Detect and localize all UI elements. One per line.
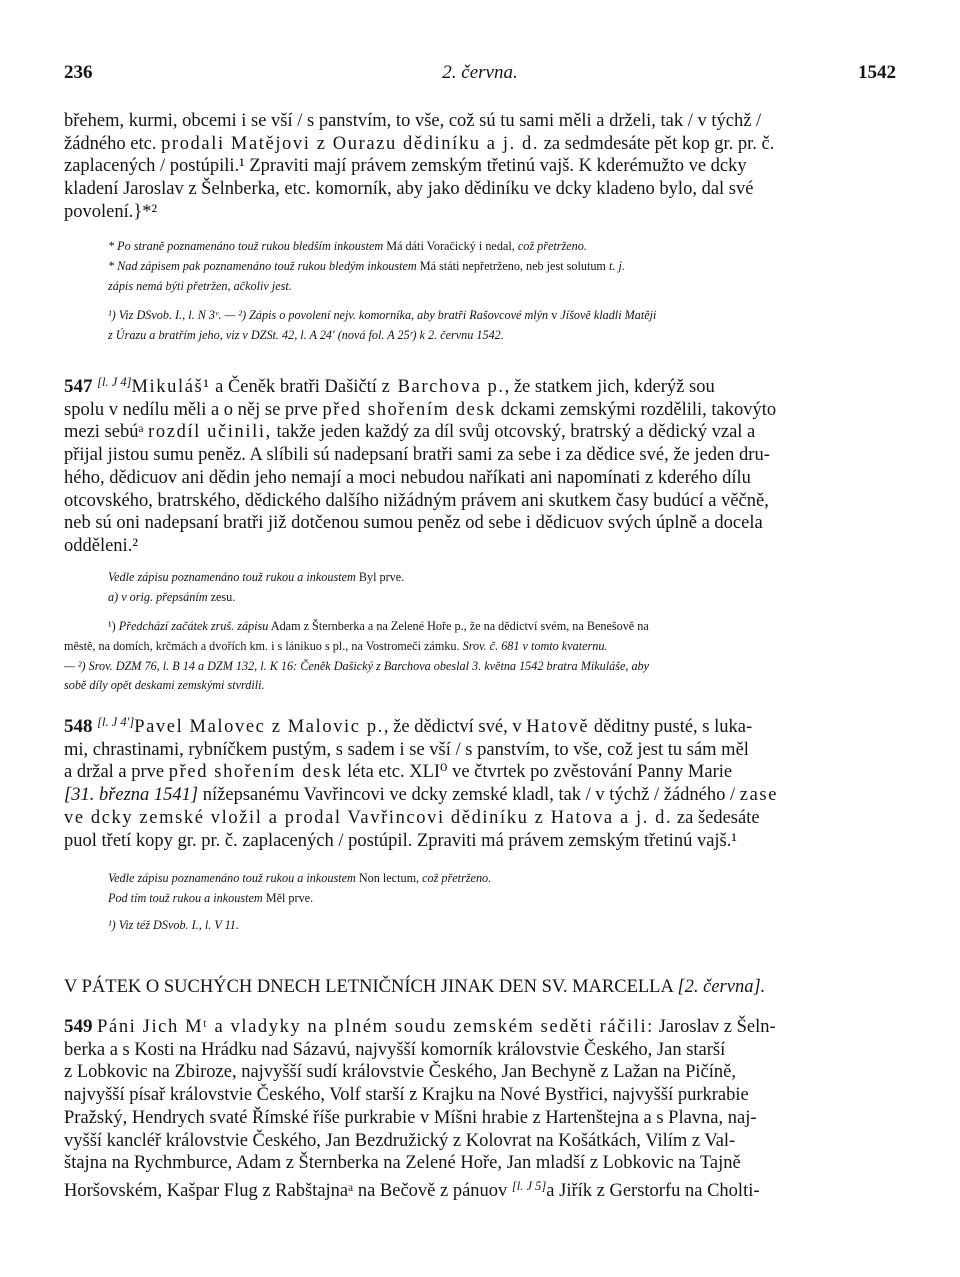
folio-mark: [l. J 4]: [97, 375, 132, 389]
text-line: [31. března 1541] nížepsanému Vavřincovi ve dcky zemské kladl, tak / v týchž / žádného / zase: [64, 785, 779, 806]
text-line: a držal a prve před shořením desk léta etc. XLI⁰ ve čtvrtek po zvěstování Panny Marie: [64, 762, 733, 783]
text-line: spolu v nedílu měli a o něj se prve před shořením desk dckami zemskými rozdělili, takovýto: [64, 399, 777, 420]
text-line: ve dcky zemské vložil a prodal Vavřincovi dědiníku z Hatova a j. d. za šedesáte: [64, 807, 760, 828]
folio-mark: [l. J 5]: [511, 1178, 547, 1193]
section-heading: V PÁTEK O SUCHÝCH DNECH LETNIČNÍCH JINAK DEN SV. MARCELLA [2. června].: [64, 977, 766, 997]
text-line: najvyšší písař královstvie Českého, Volf starší z Krajku na Nové Bystřici, najvyšší purkrabie: [64, 1085, 749, 1106]
header-year: 1542: [858, 62, 896, 83]
text-line: otcovského, bratrského, dědického dalšího nižádným právem ani skutkem časy budúcí a věčně,: [64, 490, 769, 511]
editorial-note: a) v orig. přepsáním zesu.: [108, 590, 236, 604]
editorial-note: * Po straně poznamenáno touž rukou bledším inkoustem Má dáti Voračický i nedal, což přetrženo.: [108, 239, 587, 253]
text-line: puol třetí kopy gr. pr. č. zaplacených / postúpil. Zpraviti má právem zemským třetinú vajš.¹: [64, 830, 737, 851]
text-line: 547 [l. J 4]Mikuláš¹ a Čeněk bratři Dašičtí z Barchova p., že statkem jich, kderýž sou: [64, 375, 715, 397]
footnote: ¹) Viz DSvob. I., l. N 3ᵛ. — ²) Zápis o povolení nejv. komorníka, aby bratři Rašovcové mlýn v Jíšově kladli Matěji: [108, 308, 657, 322]
footnote: ¹) Předchází začátek zruš. zápisu Adam z Šternberka a na Zelené Hoře p., že na dědictví svém, na Benešově na: [108, 619, 649, 633]
footnote-cont: z Úrazu a bratřím jeho, viz v DZSt. 42, l. A 24′ (nová fol. A 25ʳ) k 2. červnu 1542.: [108, 327, 504, 342]
entry-549: [64, 1016, 896, 1203]
text-line: 548 [l. J 4′]Pavel Malovec z Malovic p., že dědictví své, v Hatově děditny pusté, s luka-: [64, 715, 753, 737]
text-line: berka a s Kosti na Hrádku nad Sázavú, najvyšší komorník královstvie Českého, Jan starší: [64, 1039, 726, 1060]
editorial-notes: [64, 236, 896, 296]
editorial-note-cont: zápis nemá býti přetržen, ačkoliv jest.: [108, 279, 292, 293]
editorial-notes: [64, 868, 896, 908]
editorial-note: Pod tím touž rukou a inkoustem Měl prve.: [108, 891, 314, 905]
text-line: žádného etc. prodali Matějovi z Ourazu dědiníku a j. d. za sedmdesáte pět kop gr. pr. č.: [64, 133, 775, 154]
entry-number: 548: [64, 716, 93, 737]
text-line: vyšší kancléř královstvie Českého, Jan Bezdružický z Kolovrat na Košátkách, Vilím z Val-: [64, 1130, 736, 1151]
footnote: ¹) Viz též DSvob. I., l. V 11.: [108, 918, 239, 932]
footnote: — ²) Srov. DZM 76, l. B 14 a DZM 132, l. K 16: Čeněk Dašický z Barchova obeslal 3. května 1542 bratra Mikuláše, aby: [64, 658, 650, 673]
text-line: 549 Páni Jich Mᵗ a vladyky na plném soudu zemském seděti ráčili: Jaroslav z Šeln-: [64, 1016, 776, 1037]
text-line: zaplacených / postúpili.¹ Zpraviti mají právem zemským třetinú vajš. K kderémužto ve dcky: [64, 156, 747, 177]
entry-continuation: [64, 110, 896, 224]
text-line: mi, chrastinami, rybníčkem pustým, s sadem i se vší / s panstvím, to vše, což jest tu sám měl: [64, 739, 749, 760]
folio-mark: [l. J 4′]: [97, 715, 135, 729]
editorial-note: * Nad zápisem pak poznamenáno touž rukou bledým inkoustem Má státi nepřetrženo, neb jest solutum t. j.: [108, 259, 625, 273]
text-line: přijal jistou sumu peněz. A slíbili sú nadepsaní bratři sami za sebe i za dědice své, že jeden dru-: [64, 445, 770, 466]
footnotes: [64, 916, 896, 936]
entry-548: [64, 711, 896, 852]
entry-number: 547: [64, 376, 93, 397]
page-number: 236: [64, 62, 93, 83]
text-line: Horšovském, Kašpar Flug z Rabštajnaᵃ na Bečově z pánuov [l. J 5]a Jiřík z Gerstorfu na Cholti-: [64, 1178, 760, 1201]
entry-547: [64, 371, 896, 558]
text-line: povolení.}*²: [64, 201, 158, 222]
text-line: z Lobkovic na Zbiroze, najvyšší sudí královstvie Českého, Jan Bechyně z Lažan na Pičíně,: [64, 1062, 736, 1083]
text-line: Pražský, Hendrych svaté Římské říše purkrabie v Míšni hrabie z Hartenštejna a s Plavna, naj-: [64, 1107, 757, 1128]
footnote-cont: městě, na domích, krčmách a dvořích km. i s lánikuo s pl., na Vostromeči zámku. Srov. č. 681 v tomto kvaternu.: [64, 638, 608, 653]
text-line: neb sú oni nadepsaní bratři již dotčenou sumou peněz od sebe i dědicuov svých úplně a docela: [64, 513, 763, 534]
footnotes: [64, 306, 896, 346]
editorial-notes: [64, 567, 896, 607]
text-line: břehem, kurmi, obcemi i se vší / s panstvím, to vše, což sú tu sami měli a drželi, tak / v týchž /: [64, 111, 762, 131]
footnote-cont: sobě díly opět deskami zemskými stvrdili.: [64, 678, 265, 693]
header-date: 2. června.: [442, 62, 518, 83]
text-line: hého, dědicuov ani dědin jeho nemají a moci nebudou naříkati ani napomínati z kderého dílu: [64, 467, 751, 488]
text-line: mezi sebúᵃ rozdíl učinili, takže jeden každý za díl svůj otcovský, bratrský a dědický vzal a: [64, 422, 756, 443]
entry-number: 549: [64, 1016, 93, 1037]
footnotes: [64, 617, 896, 696]
text-line: odděleni.²: [64, 535, 138, 556]
text-line: štajna na Rychmburce, Adam z Šternberka na Zelené Hoře, Jan mladší z Lobkovic na Tajně: [64, 1153, 741, 1174]
editorial-note: Vedle zápisu poznamenáno touž rukou a inkoustem Byl prve.: [108, 570, 405, 584]
editorial-note: Vedle zápisu poznamenáno touž rukou a inkoustem Non lectum, což přetrženo.: [108, 871, 492, 885]
text-line: kladení Jaroslav z Šelnberka, etc. komorník, aby jako dědiníku ve dcky kladeno bylo, dal své: [64, 179, 754, 200]
